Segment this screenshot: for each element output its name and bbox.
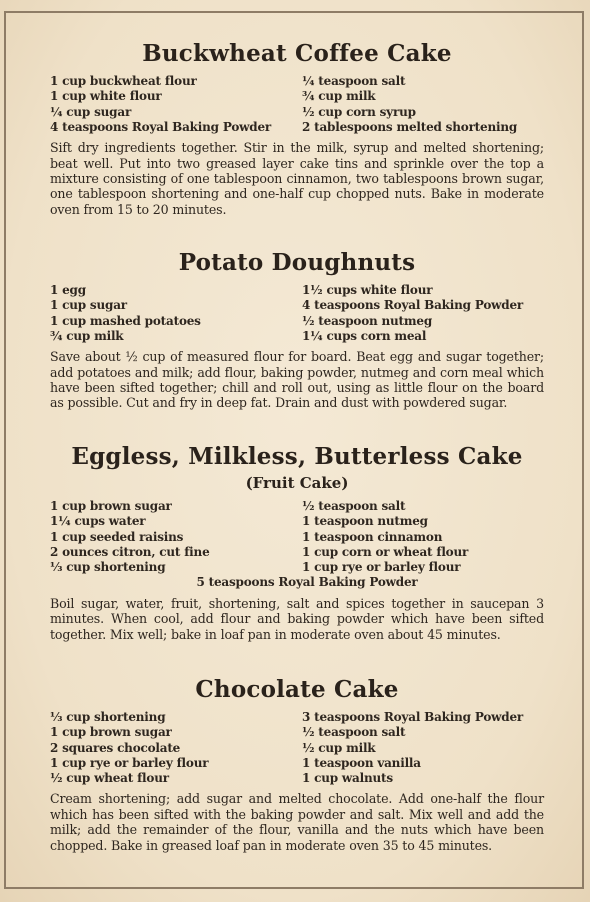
ingredient: 1 cup white flour bbox=[50, 89, 162, 104]
ingredient: 1 cup corn or wheat flour bbox=[302, 544, 469, 559]
ingredient: 1 egg bbox=[50, 283, 86, 297]
ingredient: 1¼ cups water bbox=[50, 514, 146, 529]
ingredient: ½ cup corn syrup bbox=[302, 104, 416, 119]
ingredient: 1 teaspoon nutmeg bbox=[302, 514, 428, 529]
ingredient: 4 teaspoons Royal Baking Powder bbox=[302, 298, 524, 313]
recipe-potato-doughnuts bbox=[50, 249, 544, 423]
ingredient: ½ cup wheat flour bbox=[50, 771, 169, 786]
ingredient: 1 cup brown sugar bbox=[50, 725, 172, 740]
ingredient-list bbox=[50, 499, 544, 575]
ingredient: ⅓ cup shortening bbox=[50, 560, 166, 575]
ingredients-left-column bbox=[50, 283, 302, 344]
ingredient: ½ teaspoon salt bbox=[302, 499, 406, 513]
recipe-buckwheat-coffee-cake bbox=[50, 40, 544, 230]
recipe-title: Eggless, Milkless, Butterless Cake bbox=[71, 443, 523, 470]
recipe-subtitle: (Fruit Cake) bbox=[245, 474, 349, 492]
ingredients-left-column bbox=[50, 710, 302, 786]
ingredient: ¼ teaspoon salt bbox=[302, 74, 406, 88]
recipe-method: Save about ½ cup of measured flour for board. Beat egg and sugar together; add potatoes and milk; add flour, baking powder, nutmeg and corn meal which have been sifted together; chill and roll out, using as little flour on the board as possible. Cut and fry in deep fat. Drain and dust with powdered sugar. bbox=[50, 349, 544, 411]
ingredient: 1 cup walnuts bbox=[302, 771, 393, 786]
ingredient: ½ teaspoon nutmeg bbox=[302, 313, 433, 328]
ingredient: 1 cup seeded raisins bbox=[50, 529, 184, 544]
ingredient: 3 teaspoons Royal Baking Powder bbox=[302, 710, 524, 724]
ingredients-right-column bbox=[302, 74, 517, 135]
ingredient-centered: 5 teaspoons Royal Baking Powder bbox=[196, 575, 418, 590]
recipe-title: Buckwheat Coffee Cake bbox=[142, 40, 452, 67]
ingredient: ¾ cup milk bbox=[302, 89, 376, 104]
ingredient: 1 teaspoon cinnamon bbox=[302, 529, 443, 544]
ingredients-left-column bbox=[50, 74, 302, 135]
recipe-eggless-milkless-butterless-cake bbox=[50, 443, 544, 655]
ingredient: 1 cup buckwheat flour bbox=[50, 74, 197, 88]
ingredient: ½ teaspoon salt bbox=[302, 725, 406, 740]
ingredient: 1 cup rye or barley flour bbox=[302, 560, 461, 575]
ingredient: 1 cup sugar bbox=[50, 298, 127, 313]
ingredient: 2 squares chocolate bbox=[50, 740, 181, 755]
recipe-title: Potato Doughnuts bbox=[178, 249, 416, 276]
ingredient: ½ cup milk bbox=[302, 740, 376, 755]
ingredient-list bbox=[50, 74, 544, 135]
ingredient: 4 teaspoons Royal Baking Powder bbox=[50, 119, 272, 134]
ingredients-right-column bbox=[302, 710, 523, 786]
ingredient: 1 cup rye or barley flour bbox=[50, 755, 209, 770]
ingredient: ¾ cup milk bbox=[50, 328, 124, 343]
ingredient: 1 cup mashed potatoes bbox=[50, 313, 201, 328]
ingredient: 1½ cups white flour bbox=[302, 283, 433, 297]
recipe-method: Cream shortening; add sugar and melted chocolate. Add one-half the flour which has been sifted with the baking powder and salt. Mix well and add the milk; add the remainder of the flour, vanilla and the nuts which have been chopped. Bake in greased loaf pan in moderate oven 35 to 45 minutes. bbox=[50, 791, 544, 853]
ingredients-left-column bbox=[50, 499, 302, 575]
ingredient: 1 cup brown sugar bbox=[50, 499, 172, 513]
ingredient: ¼ cup sugar bbox=[50, 104, 132, 119]
ingredient-list bbox=[50, 283, 544, 344]
ingredient-list bbox=[50, 710, 544, 786]
ingredients-right-column bbox=[302, 499, 468, 575]
ingredients-right-column bbox=[302, 283, 523, 344]
recipe-title: Chocolate Cake bbox=[195, 676, 399, 703]
ingredient: 1¼ cups corn meal bbox=[302, 328, 427, 343]
recipe-chocolate-cake bbox=[50, 676, 544, 866]
recipe-method: Sift dry ingredients together. Stir in the milk, syrup and melted shortening; beat well. Put into two greased layer cake tins and sprinkle over the top a mixture consisting of one tablespoon cinnamon, two tablespoons brown sugar, one tablespoon shortening and one-half cup chopped nuts. Bake in moderate oven from 15 to 20 minutes. bbox=[50, 140, 544, 217]
ingredient: 2 tablespoons melted shortening bbox=[302, 119, 518, 134]
recipe-method: Boil sugar, water, fruit, shortening, salt and spices together in saucepan 3 minutes. When cool, add flour and baking powder which have been sifted together. Mix well; bake in loaf pan in moderate oven about 45 minutes. bbox=[50, 595, 544, 642]
ingredient: ⅓ cup shortening bbox=[50, 710, 166, 724]
ingredient: 1 teaspoon vanilla bbox=[302, 755, 421, 770]
ingredient: 2 ounces citron, cut fine bbox=[50, 544, 210, 559]
